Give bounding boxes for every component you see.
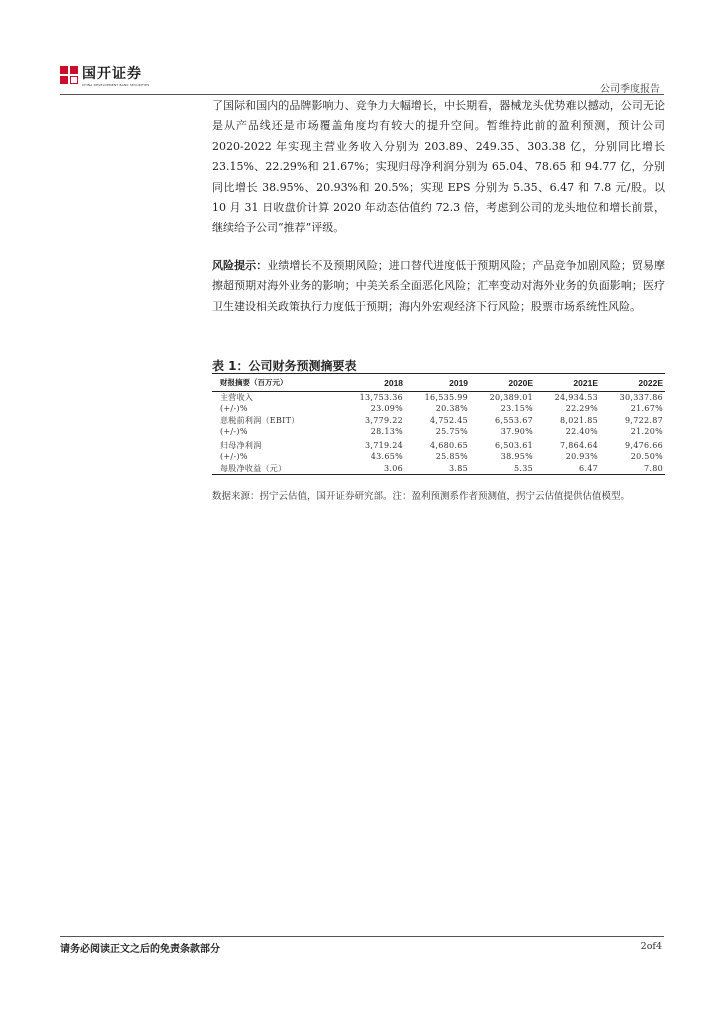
footer-disclaimer: 请务必阅读正文之后的免责条款部分 (60, 944, 220, 955)
logo-english-name: CHINA DEVELOPMENT BANK SECURITIES (82, 83, 150, 87)
table-row (212, 463, 665, 474)
table-cell: 7,864.64 (559, 441, 598, 451)
table-cell: 22.29% (565, 404, 598, 414)
row-label: (+/-)% (220, 426, 248, 436)
table-cell: 9,722.87 (624, 415, 663, 425)
table-row (212, 392, 665, 404)
page-number: 2of4 (640, 941, 662, 952)
table-cell: 21.20% (630, 426, 663, 436)
row-label: 每股净收益（元） (220, 463, 287, 473)
table-cell: 28.13% (370, 426, 404, 436)
header-divider (60, 94, 664, 95)
risk-text: 业绩增长不及预期风险；进口替代进度低于预期风险；产品竞争加剧风险；贸易摩擦超预期对海外业务的影响；中美关系全面恶化风险；汇率变动对海外业务的负面影响；医疗卫生建设相关政策执行力度低于预期；海内外宏观经济下行风险；股票市场系统性风险。 (212, 259, 665, 313)
row-label: 主营收入 (220, 393, 254, 402)
table-cell: 3.85 (449, 463, 469, 473)
table-cell: 43.65% (370, 452, 404, 462)
source-note: 数据来源：拐宁云估值，国开证券研究部。注：盈利预测系作者预测值，拐宁云估值提供估值模型。 (212, 491, 631, 502)
risk-label: 风险提示： (212, 259, 268, 272)
logo-name: 国开证券 (82, 66, 142, 82)
table-cell: 25.75% (435, 426, 469, 436)
table-cell: 16,535.99 (424, 393, 469, 402)
table-cell: 23.09% (370, 404, 404, 414)
table-cell: 6.47 (578, 463, 598, 473)
table-row (212, 426, 665, 437)
header-cell: 2019 (405, 374, 470, 392)
table-cell: 25.85% (435, 452, 469, 462)
header-cell: 2018 (340, 374, 405, 392)
logo-mark-icon (60, 66, 78, 84)
table-cell: 13,753.36 (359, 393, 404, 402)
risk-paragraph (212, 256, 665, 317)
table-cell: 20.93% (565, 452, 598, 462)
table-cell: 20,389.01 (489, 393, 534, 402)
table-cell: 9,476.66 (624, 441, 663, 451)
company-logo (60, 66, 149, 87)
table-cell: 22.40% (565, 426, 598, 436)
table-cell: 8,021.85 (559, 415, 598, 425)
table-row (212, 403, 665, 414)
header-cell: 财报摘要（百万元） (212, 374, 340, 392)
body-paragraph: 了国际和国内的品牌影响力、竞争力大幅增长，中长期看，器械龙头优势难以撼动，公司无论是从产品线还是市场覆盖角度均有较大的提升空间。暂维持此前的盈利预测，预计公司 2020-2022 年实现主营业务收入分别为 203.89、249.35、303.38 亿，分别同比增长 23.15%、22.29%和 21.67%；实现归母净利润分别为 65.04、78.65 和 94.77 亿，分别同比增长 38.95%、20.93%和 20.5%；实现 EPS 分别为 5.35、6.47 和 7.8 元/股。以 10 月 31 日收盘价计算 2020 年动态估值约 72.3 倍，考虑到公司的龙头地位和增长前景，继续给予公司“推荐”评级。 (212, 99, 665, 235)
header-cell: 2022E (600, 374, 665, 392)
row-label: (+/-)% (220, 452, 248, 462)
row-label: (+/-)% (220, 404, 248, 414)
table-row (212, 415, 665, 426)
table-cell: 5.35 (514, 463, 534, 473)
table-cell: 6,503.61 (494, 441, 534, 451)
table-row (212, 440, 665, 451)
row-label: 归母净利润 (220, 441, 262, 451)
table-cell: 38.95% (500, 452, 534, 462)
footer-divider (60, 936, 664, 937)
table-title: 表 1：公司财务预测摘要表 (212, 359, 357, 373)
table-cell: 21.67% (630, 404, 663, 414)
financial-table (212, 373, 665, 475)
table-cell: 7.80 (643, 463, 663, 473)
table-row (212, 451, 665, 462)
table-cell: 23.15% (500, 404, 534, 414)
report-type: 公司季度报告 (600, 84, 660, 95)
header-cell: 2021E (535, 374, 600, 392)
row-label: 息税前利润（EBIT） (220, 415, 300, 425)
table-cell: 20.50% (630, 452, 663, 462)
table-cell: 4,680.65 (430, 441, 469, 451)
table-cell: 3.06 (384, 463, 404, 473)
table-cell: 37.90% (500, 426, 534, 436)
table-cell: 24,934.53 (554, 393, 598, 402)
table-cell: 3,779.22 (365, 415, 404, 425)
table-header-row (212, 374, 665, 392)
header-cell: 2020E (470, 374, 535, 392)
table-cell: 30,337.86 (619, 393, 663, 402)
table-cell: 6,553.67 (494, 415, 534, 425)
table-cell: 4,752.45 (430, 415, 469, 425)
table-cell: 3,719.24 (365, 441, 404, 451)
table-cell: 20.38% (435, 404, 469, 414)
